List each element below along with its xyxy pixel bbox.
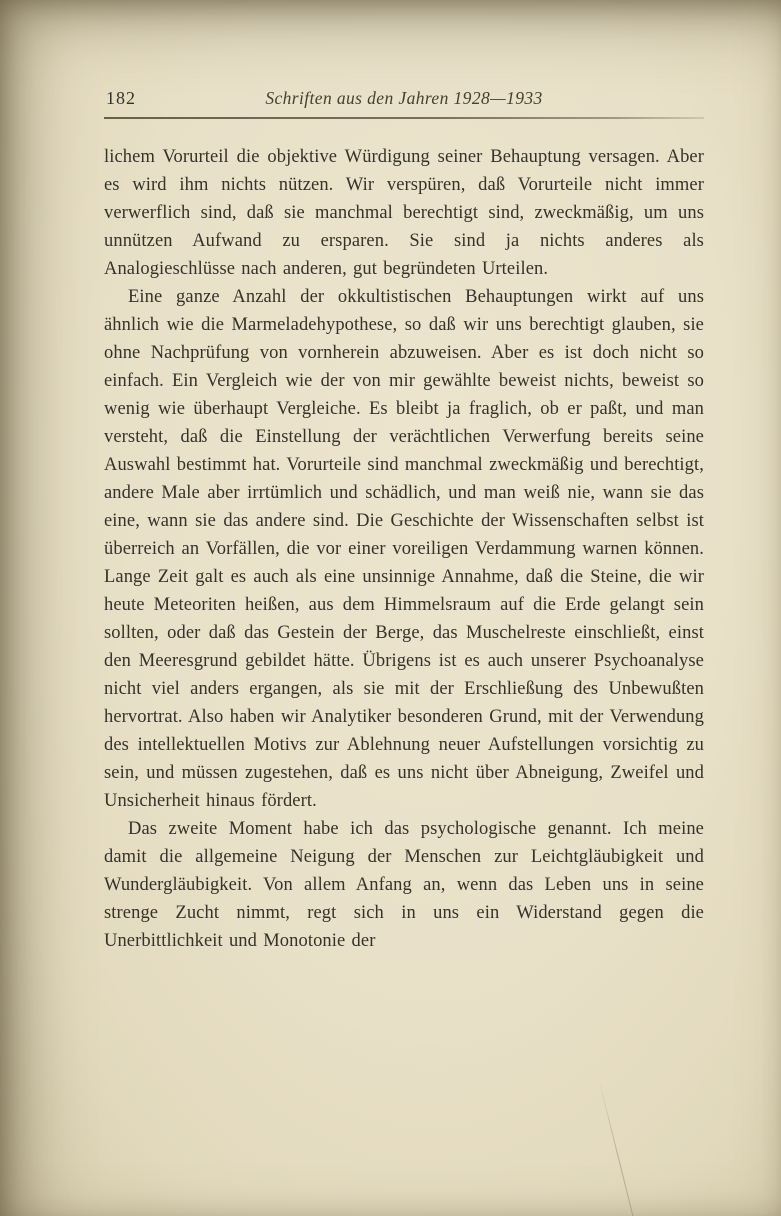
body-paragraph: Eine ganze Anzahl der okkultistischen Behauptungen wirkt auf uns ähnlich wie die Marmeladehypothese, so daß wir uns berechtigt glauben, sie ohne Nachprüfung von vornherein abzuweisen. Aber es ist doch nicht so einfach. Ein Vergleich wie der von mir gewählte beweist nichts, beweist so wenig wie überhaupt Vergleiche. Es bleibt ja fraglich, ob er paßt, und man versteht, daß die Einstellung der verächtlichen Verwerfung bereits seine Auswahl bestimmt hat. Vorurteile sind manchmal zweckmäßig und berechtigt, andere Male aber irrtümlich und schädlich, und man weiß nie, wann sie das eine, wann sie das andere sind. Die Geschichte der Wissenschaften selbst ist überreich an Vorfällen, die vor einer voreiligen Verdammung warnen können. Lange Zeit galt es auch als eine unsinnige Annahme, daß die Steine, die wir heute Meteoriten heißen, aus dem Himmelsraum auf die Erde gelangt sein sollten, oder daß das Gestein der Berge, das Muschelreste einschließt, einst den Meeresgrund gebildet hätte. Übrigens ist es auch unserer Psychoanalyse nicht viel anders ergangen, als sie mit der Erschließung des Unbewußten hervortrat. Also haben wir Analytiker besonderen Grund, mit der Verwendung des intellektuellen Motivs zur Ablehnung neuer Aufstellungen vorsichtig zu sein, und müssen zugestehen, daß es uns nicht über Abneigung, Zweifel und Unsicherheit hinaus fördert. (104, 286, 704, 811)
body-paragraph: lichem Vorurteil die objektive Würdigung seiner Behauptung versagen. Aber es wird ihm nichts nützen. Wir verspüren, daß Vorurteile nicht immer verwerflich sind, daß sie manchmal berechtigt sind, zweckmäßig, um uns unnützen Aufwand zu ersparen. Sie sind ja nichts anderes als Analogieschlüsse nach anderen, gut begründeten Urteilen. (104, 146, 704, 279)
page-content (104, 88, 704, 955)
body-paragraph: Das zweite Moment habe ich das psychologische genannt. Ich meine damit die allgemeine Neigung der Menschen zur Leichtgläubigkeit und Wundergläubigkeit. Von allem Anfang an, wenn das Leben uns in seine strenge Zucht nimmt, regt sich in uns ein Widerstand gegen die Unerbittlichkeit und Monotonie der (104, 818, 704, 951)
running-header (104, 88, 704, 112)
page-number: 182 (106, 88, 136, 108)
scan-artifact-line (598, 1078, 645, 1216)
text-block (104, 143, 704, 955)
header-rule (104, 117, 704, 119)
running-header-title: Schriften aus den Jahren 1928—1933 (265, 88, 543, 108)
